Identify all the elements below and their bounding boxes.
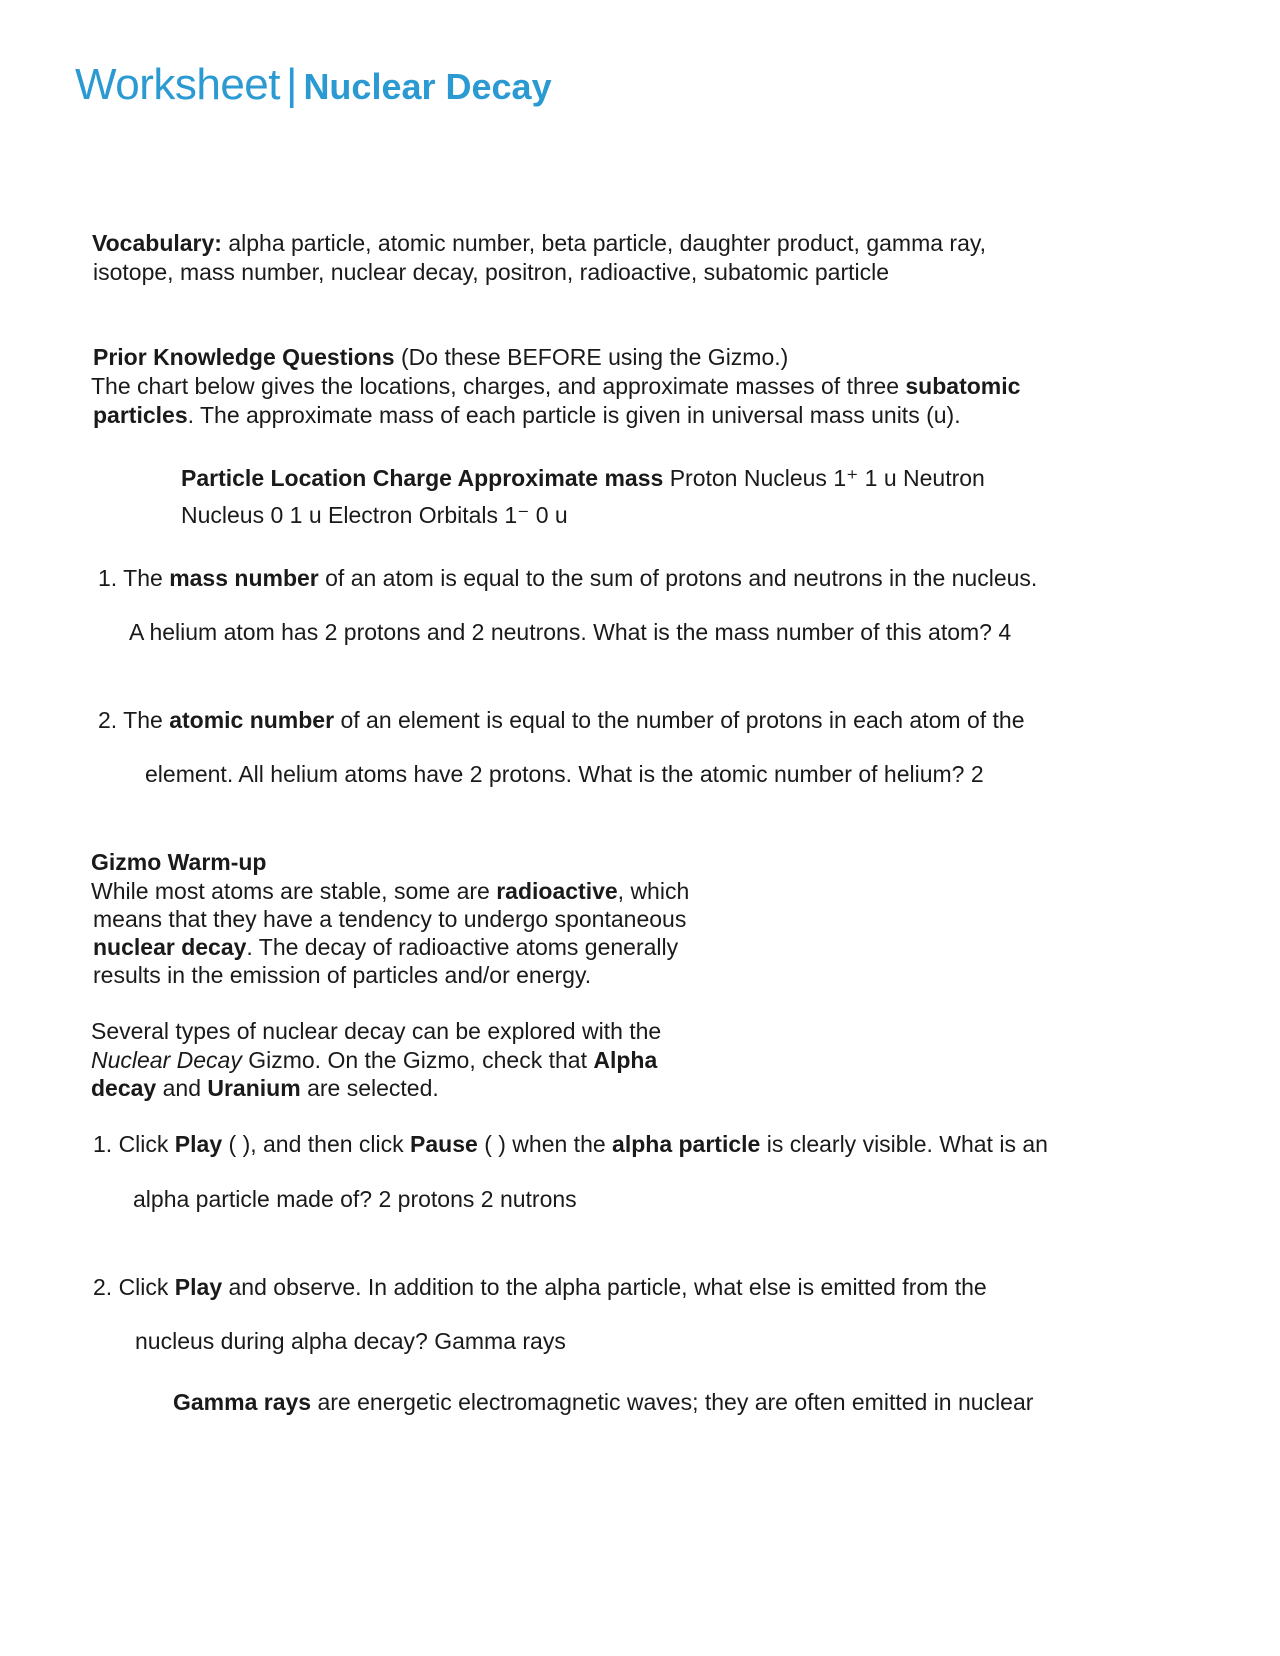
prior-intro-bold-2: particles xyxy=(93,402,188,428)
prior-intro-b: . The approximate mass of each particle is given in universal mass units (u). xyxy=(187,402,961,428)
prior-intro-bold-1: subatomic xyxy=(905,373,1021,399)
vocabulary-line-2: isotope, mass number, nuclear decay, positron, radioactive, subatomic particle xyxy=(93,259,890,285)
title-worksheet: Worksheet xyxy=(75,60,280,109)
gamma-rays-text: are energetic electromagnetic waves; they are often emitted in nuclear xyxy=(317,1389,1034,1415)
prior-intro-line-1 xyxy=(91,371,1020,401)
warmup-p2-bold-uranium: Uranium xyxy=(207,1075,301,1101)
warmup-question-1-answer: alpha particle made of? 2 protons 2 nutrons xyxy=(133,1186,577,1212)
title-topic: Nuclear Decay xyxy=(303,66,552,107)
prior-q1-pre: 1. The xyxy=(98,565,163,591)
warmup-p1-line-3 xyxy=(93,932,678,962)
prior-intro-line-2 xyxy=(93,400,961,430)
vocabulary-line-1 xyxy=(92,228,986,258)
warmup-p2-bold-alpha: Alpha xyxy=(593,1047,658,1073)
warmup-p2-line-1: Several types of nuclear decay can be explored with the xyxy=(91,1018,662,1044)
warmup-p1-bold-nuclear-decay: nuclear decay xyxy=(93,934,247,960)
gamma-rays-note xyxy=(173,1387,1033,1417)
warmup-q1-text-c: ( ) when the xyxy=(484,1131,606,1157)
prior-q2-post: of an element is equal to the number of protons in each atom of the xyxy=(340,707,1025,733)
prior-question-2 xyxy=(98,705,1025,735)
particle-chart-line-2: Nucleus 0 1 u Electron Orbitals 1⁻ 0 u xyxy=(181,502,568,528)
warmup-p1-text-a: While most atoms are stable, some are xyxy=(91,878,490,904)
warmup-p1-text-c: . The decay of radioactive atoms generally xyxy=(246,934,679,960)
prior-heading: Prior Knowledge Questions xyxy=(93,344,395,370)
prior-knowledge-heading xyxy=(93,342,788,372)
warmup-heading xyxy=(91,847,266,877)
warmup-p1-text-b: , which xyxy=(617,878,690,904)
warmup-q1-text-b: ( ), and then click xyxy=(228,1131,404,1157)
page-title xyxy=(75,60,552,110)
particle-chart-row-1: Proton Nucleus 1⁺ 1 u Neutron xyxy=(669,465,985,491)
warmup-p1-bold-radioactive: radioactive xyxy=(496,878,618,904)
prior-q2-bold: atomic number xyxy=(169,707,335,733)
warmup-p2-line-2 xyxy=(91,1045,657,1075)
gamma-rays-bold: Gamma rays xyxy=(173,1389,312,1415)
vocabulary-terms-1: alpha particle, atomic number, beta particle, daughter product, gamma ray, xyxy=(228,230,987,256)
title-separator: | xyxy=(286,60,298,109)
warmup-p2-text-and: and xyxy=(162,1075,201,1101)
prior-question-2-answer: element. All helium atoms have 2 protons. What is the atomic number of helium? 2 xyxy=(145,761,984,787)
warmup-p1-line-2: means that they have a tendency to undergo spontaneous xyxy=(93,906,687,932)
prior-q2-pre: 2. The xyxy=(98,707,163,733)
prior-q1-post: of an atom is equal to the sum of protons and neutrons in the nucleus. xyxy=(325,565,1038,591)
warmup-q2-bold-play: Play xyxy=(174,1274,223,1300)
warmup-q1-text-d: is clearly visible. What is an xyxy=(766,1131,1048,1157)
prior-question-1 xyxy=(98,563,1037,593)
warmup-q1-bold-alpha-particle: alpha particle xyxy=(612,1131,761,1157)
warmup-q2-text-b: and observe. In addition to the alpha particle, what else is emitted from the xyxy=(228,1274,987,1300)
prior-heading-note: (Do these BEFORE using the Gizmo.) xyxy=(401,344,789,370)
vocabulary-label: Vocabulary: xyxy=(92,230,222,256)
gizmo-name: Nuclear Decay xyxy=(91,1047,242,1073)
warmup-question-2 xyxy=(93,1272,987,1302)
particle-chart-header: Particle Location Charge Approximate mass xyxy=(181,465,664,491)
warmup-p2-text-a: Gizmo. On the Gizmo, check that xyxy=(248,1047,587,1073)
warmup-p1-line-1 xyxy=(91,876,689,906)
warmup-p1-line-4: results in the emission of particles and/or energy. xyxy=(93,962,592,988)
prior-intro-a: The chart below gives the locations, charges, and approximate masses of three xyxy=(91,373,899,399)
warmup-q1-text-a: 1. Click xyxy=(93,1131,169,1157)
warmup-q1-bold-pause: Pause xyxy=(410,1131,478,1157)
warmup-q2-text-a: 2. Click xyxy=(93,1274,169,1300)
particle-chart-line-1 xyxy=(181,463,985,493)
warmup-p2-bold-decay: decay xyxy=(91,1075,157,1101)
prior-question-1-answer: A helium atom has 2 protons and 2 neutrons. What is the mass number of this atom? 4 xyxy=(129,619,1012,645)
prior-q1-bold: mass number xyxy=(169,565,319,591)
warmup-question-2-answer: nucleus during alpha decay? Gamma rays xyxy=(135,1328,566,1354)
warmup-q1-bold-play: Play xyxy=(174,1131,223,1157)
warmup-question-1 xyxy=(93,1129,1048,1159)
warmup-heading-text: Gizmo Warm-up xyxy=(91,849,267,875)
warmup-p2-line-3 xyxy=(91,1073,439,1103)
warmup-p2-text-b: are selected. xyxy=(307,1075,439,1101)
